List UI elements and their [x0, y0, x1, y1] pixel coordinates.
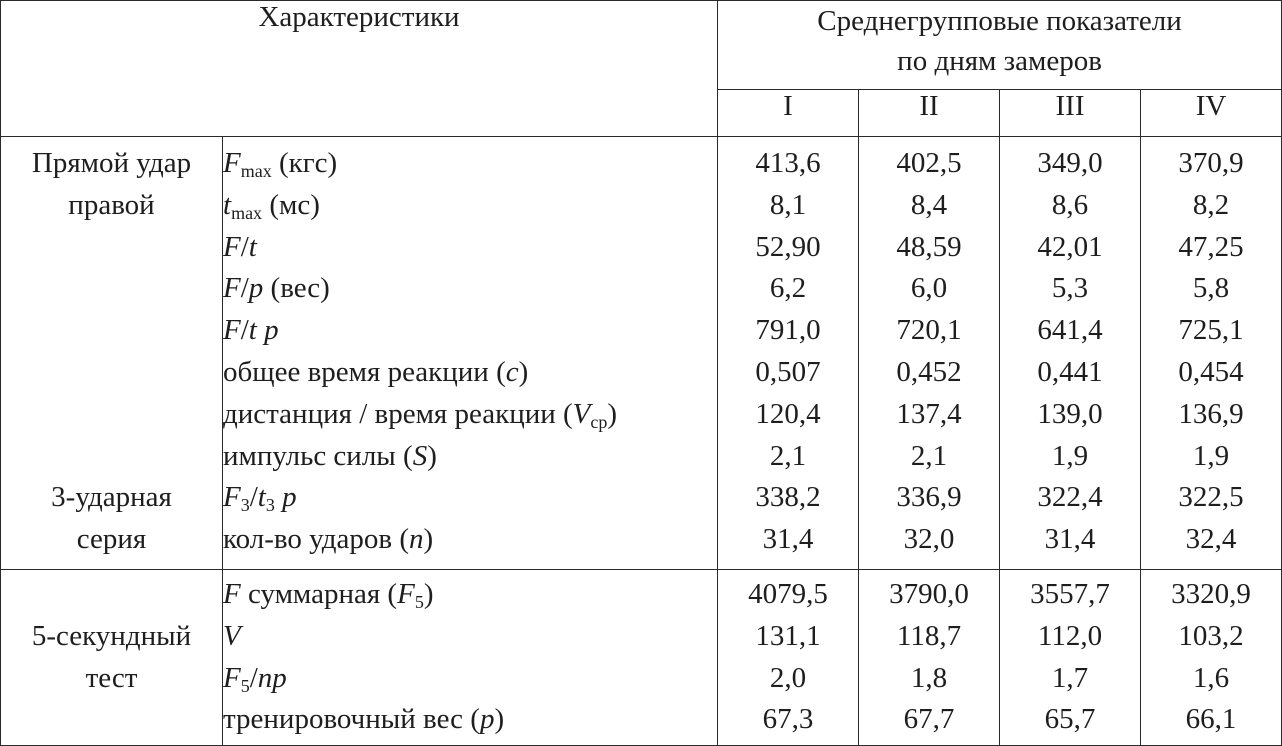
- value-cell: 137,4: [859, 394, 1000, 436]
- header-day-4: IV: [1141, 90, 1282, 137]
- value-cell: 66,1: [1141, 699, 1282, 745]
- value-cell: 725,1: [1141, 310, 1282, 352]
- value-cell: 338,2: [718, 477, 859, 519]
- value-cell: 67,3: [718, 699, 859, 745]
- value-cell: 47,25: [1141, 227, 1282, 269]
- value-cell: 8,2: [1141, 185, 1282, 227]
- header-day-1: I: [718, 90, 859, 137]
- value-cell: 2,1: [718, 436, 859, 478]
- value-cell: 2,0: [718, 658, 859, 700]
- param-f-over-p: F/p (вес): [223, 268, 718, 310]
- value-cell: 4079,5: [718, 569, 859, 615]
- header-group-line2: по дням замеров: [897, 45, 1102, 77]
- value-cell: 42,01: [1000, 227, 1141, 269]
- param-f3-t3-p: $F_3/t_3$ p: [223, 477, 718, 519]
- header-group-averages: [718, 1, 1282, 90]
- value-cell: 136,9: [1141, 394, 1282, 436]
- value-cell: 322,4: [1000, 477, 1141, 519]
- value-cell: 32,0: [859, 519, 1000, 569]
- value-cell: 0,507: [718, 352, 859, 394]
- group-cell-punch-series: [1, 137, 223, 570]
- value-cell: 1,6: [1141, 658, 1282, 700]
- value-cell: 103,2: [1141, 616, 1282, 658]
- value-cell: 3320,9: [1141, 569, 1282, 615]
- param-reaction-time: общее время реакции (с): [223, 352, 718, 394]
- value-cell: 8,4: [859, 185, 1000, 227]
- param-hits-count: кол-во ударов (n): [223, 519, 718, 569]
- value-cell: 641,4: [1000, 310, 1141, 352]
- param-f5-np: $F_5/np$: [223, 658, 718, 700]
- value-cell: 0,452: [859, 352, 1000, 394]
- value-cell: 3790,0: [859, 569, 1000, 615]
- header-day-2: II: [859, 90, 1000, 137]
- header-group-line1: Среднегрупповые показатели: [817, 5, 1182, 37]
- value-cell: 791,0: [718, 310, 859, 352]
- group-punch-line1: Прямой удар: [31, 147, 192, 179]
- value-cell: 112,0: [1000, 616, 1141, 658]
- value-cell: 65,7: [1000, 699, 1141, 745]
- value-cell: 3557,7: [1000, 569, 1141, 615]
- param-v: V: [223, 616, 718, 658]
- value-cell: 349,0: [1000, 137, 1141, 185]
- param-impulse: импульс силы (S): [223, 436, 718, 478]
- value-cell: 67,7: [859, 699, 1000, 745]
- param-distance-reaction: дистанция / время реакции $(V_{ср})$: [223, 394, 718, 436]
- value-cell: 413,6: [718, 137, 859, 185]
- value-cell: 1,9: [1141, 436, 1282, 478]
- value-cell: 52,90: [718, 227, 859, 269]
- table-row: [1, 137, 1282, 185]
- param-f-over-t-p: F/t p: [223, 310, 718, 352]
- value-cell: 1,7: [1000, 658, 1141, 700]
- value-cell: 336,9: [859, 477, 1000, 519]
- value-cell: 118,7: [859, 616, 1000, 658]
- value-cell: 6,2: [718, 268, 859, 310]
- value-cell: 2,1: [859, 436, 1000, 478]
- value-cell: 370,9: [1141, 137, 1282, 185]
- value-cell: 322,5: [1141, 477, 1282, 519]
- group-test-line2: тест: [85, 661, 138, 694]
- group-test-line1: 5-секундный: [31, 619, 192, 652]
- param-training-weight: тренировочный вес (p): [223, 699, 718, 745]
- value-cell: 6,0: [859, 268, 1000, 310]
- header-characteristics: Характеристики: [1, 1, 718, 137]
- value-cell: 5,8: [1141, 268, 1282, 310]
- value-cell: 31,4: [718, 519, 859, 569]
- param-fmax: $F_{max}$ (кгс): [223, 137, 718, 185]
- param-f-sum: F суммарная $(F_5)$: [223, 569, 718, 615]
- value-cell: 0,454: [1141, 352, 1282, 394]
- value-cell: 120,4: [718, 394, 859, 436]
- value-cell: 720,1: [859, 310, 1000, 352]
- header-day-3: III: [1000, 90, 1141, 137]
- group-series-line2: серия: [76, 523, 147, 556]
- param-tmax: $t_{max}$ (мс): [223, 185, 718, 227]
- value-cell: 31,4: [1000, 519, 1141, 569]
- value-cell: 8,6: [1000, 185, 1141, 227]
- value-cell: 1,8: [859, 658, 1000, 700]
- table-row: [1, 569, 1282, 615]
- value-cell: 139,0: [1000, 394, 1141, 436]
- value-cell: 5,3: [1000, 268, 1141, 310]
- group-series-line1: 3-ударная: [51, 481, 172, 514]
- value-cell: 0,441: [1000, 352, 1141, 394]
- value-cell: 48,59: [859, 227, 1000, 269]
- value-cell: 1,9: [1000, 436, 1141, 478]
- value-cell: 131,1: [718, 616, 859, 658]
- group-punch-line2: правой: [68, 188, 155, 221]
- value-cell: 32,4: [1141, 519, 1282, 569]
- value-cell: 402,5: [859, 137, 1000, 185]
- group-cell-five-second-test: [1, 569, 223, 745]
- param-f-over-t: F/t: [223, 227, 718, 269]
- value-cell: 8,1: [718, 185, 859, 227]
